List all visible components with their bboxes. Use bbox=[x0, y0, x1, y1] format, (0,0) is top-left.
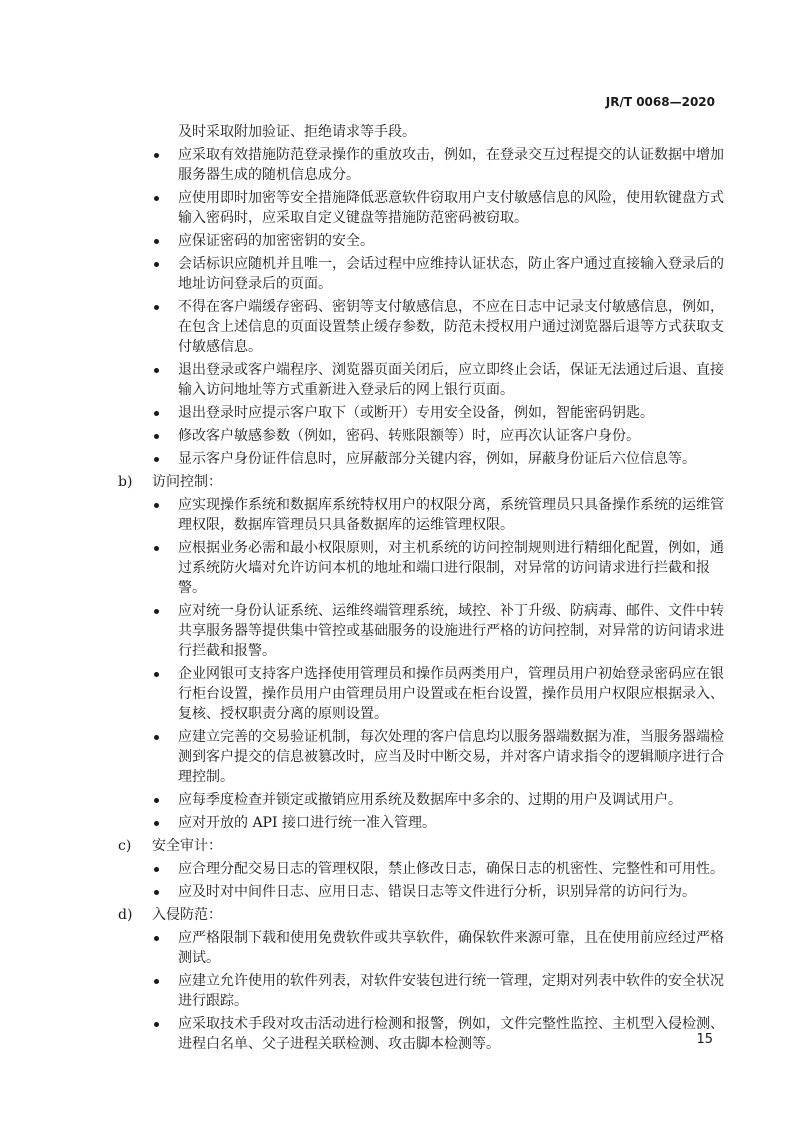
text-line: 应实现操作系统和数据库系统特权用户的权限分离，系统管理员只具备操作系统的运维管 bbox=[178, 497, 724, 513]
list-item bbox=[0, 426, 793, 446]
bullet-icon bbox=[154, 672, 159, 677]
list-item-text bbox=[0, 664, 793, 724]
text-line: 应根据业务必需和最小权限原则，对主机系统的访问控制规则进行精细化配置，例如，通 bbox=[178, 540, 724, 556]
list-item-text bbox=[0, 360, 793, 400]
section-heading bbox=[0, 905, 793, 925]
bullet-icon bbox=[154, 239, 159, 244]
bullet-icon bbox=[154, 867, 159, 872]
text-line: 复核、授权职责分离的原则设置。 bbox=[178, 706, 388, 722]
list-item bbox=[0, 971, 793, 1011]
text-line: 会话标识应随机并且唯一，会话过程中应维持认证状态，防止客户通过直接输入登录后的 bbox=[178, 256, 724, 272]
list-item-text bbox=[0, 859, 793, 879]
list-item bbox=[0, 297, 793, 357]
list-item-text bbox=[0, 882, 793, 902]
list-item-text bbox=[0, 254, 793, 294]
document-body bbox=[0, 122, 793, 1054]
list-item-text bbox=[0, 928, 793, 968]
text-line: 企业网银可支持客户选择使用管理员和操作员两类用户，管理员用户初始登录密码应在银 bbox=[178, 666, 724, 682]
text-line: 进行跟踪。 bbox=[178, 993, 248, 1009]
list-item bbox=[0, 813, 793, 833]
page-number: 15 bbox=[696, 1032, 713, 1047]
text-line: 理权限，数据库管理员只具备数据库的运维管理权限。 bbox=[178, 517, 514, 533]
bullet-icon bbox=[154, 821, 159, 826]
text-line: 过系统防火墙对允许访问本机的地址和端口进行限制，对异常的访问请求进行拦截和报 bbox=[178, 560, 710, 576]
bullet-icon bbox=[154, 979, 159, 984]
bullet-icon bbox=[154, 434, 159, 439]
text-line: 进程白名单、父子进程关联检测、攻击脚本检测等。 bbox=[178, 1036, 500, 1052]
bullet-icon bbox=[154, 936, 159, 941]
text-line: 在包含上述信息的页面设置禁止缓存参数，防范未授权用户通过浏览器后退等方式获取支 bbox=[178, 319, 724, 335]
list-item bbox=[0, 403, 793, 423]
bullet-icon bbox=[154, 196, 159, 201]
section-marker: b) bbox=[118, 474, 133, 490]
text-line: 应合理分配交易日志的管理权限，禁止修改日志，确保日志的机密性、完整性和可用性。 bbox=[178, 861, 724, 877]
text-line: 显示客户身份证件信息时，应屏蔽部分关键内容，例如，屏蔽身份证后六位信息等。 bbox=[178, 451, 696, 467]
text-line: 退出登录时应提示客户取下（或断开）专用安全设备，例如，智能密码钥匙。 bbox=[178, 405, 654, 421]
bullet-icon bbox=[154, 262, 159, 267]
text-line: 应严格限制下载和使用免费软件或共享软件，确保软件来源可靠，且在使用前应经过严格 bbox=[178, 930, 724, 946]
list-item-text bbox=[0, 813, 793, 833]
list-item bbox=[0, 231, 793, 251]
bullet-icon bbox=[154, 503, 159, 508]
list-item bbox=[0, 664, 793, 724]
bullet-icon bbox=[154, 735, 159, 740]
text-line: 共享服务器等提供集中管控或基础服务的设施进行严格的访问控制，对异常的访问请求进 bbox=[178, 623, 724, 639]
text-line: 测到客户提交的信息被篡改时，应当及时中断交易，并对客户请求指令的逻辑顺序进行合 bbox=[178, 749, 724, 765]
section-heading bbox=[0, 836, 793, 856]
text-line: 退出登录或客户端程序、浏览器页面关闭后，应立即终止会话，保证无法通过后退、直接 bbox=[178, 362, 724, 378]
text-line: 行柜台设置，操作员用户由管理员用户设置或在柜台设置，操作员用户权限应根据录入、 bbox=[178, 686, 724, 702]
list-item bbox=[0, 538, 793, 598]
text-line: 应建立允许使用的软件列表，对软件安装包进行统一管理，定期对列表中软件的安全状况 bbox=[178, 973, 724, 989]
text-line: 输入访问地址等方式重新进入登录后的网上银行页面。 bbox=[178, 382, 514, 398]
list-item bbox=[0, 449, 793, 469]
list-item bbox=[0, 882, 793, 902]
section-title: 访问控制： bbox=[152, 474, 222, 490]
list-item-text bbox=[0, 790, 793, 810]
text-line: 应采取有效措施防范登录操作的重放攻击，例如，在登录交互过程提交的认证数据中增加 bbox=[178, 147, 724, 163]
text-line: 付敏感信息。 bbox=[178, 339, 262, 355]
bullet-icon bbox=[154, 798, 159, 803]
list-item-text bbox=[0, 601, 793, 661]
list-item-text bbox=[0, 297, 793, 357]
bullet-icon bbox=[154, 457, 159, 462]
bullet-icon bbox=[154, 546, 159, 551]
text-line: 应每季度检查并锁定或撤销应用系统及数据库中多余的、过期的用户及调试用户。 bbox=[178, 792, 682, 808]
list-item bbox=[0, 188, 793, 228]
section-heading bbox=[0, 472, 793, 492]
section-marker: c) bbox=[118, 838, 132, 854]
text-line: 应使用即时加密等安全措施降低恶意软件窃取用户支付敏感信息的风险，使用软键盘方式 bbox=[178, 190, 724, 206]
bullet-icon bbox=[154, 411, 159, 416]
list-item-text bbox=[0, 403, 793, 423]
list-item-text bbox=[0, 145, 793, 185]
section-title: 入侵防范： bbox=[152, 907, 222, 923]
text-line: 应采取技术手段对攻击活动进行检测和报警，例如，文件完整性监控、主机型入侵检测、 bbox=[178, 1016, 724, 1032]
list-item-text bbox=[0, 188, 793, 228]
list-item-text bbox=[0, 449, 793, 469]
list-item-text bbox=[0, 231, 793, 251]
text-line: 应保证密码的加密密钥的安全。 bbox=[178, 233, 374, 249]
bullet-icon bbox=[154, 890, 159, 895]
bullet-icon bbox=[154, 368, 159, 373]
text-line: 应建立完善的交易验证机制，每次处理的客户信息均以服务器端数据为准，当服务器端检 bbox=[178, 729, 724, 745]
list-item bbox=[0, 790, 793, 810]
list-item-text bbox=[0, 1014, 793, 1054]
text-line: 应对统一身份认证系统、运维终端管理系统，域控、补丁升级、防病毒、邮件、文件中转 bbox=[178, 603, 724, 619]
bullet-icon bbox=[154, 153, 159, 158]
bullet-icon bbox=[154, 305, 159, 310]
list-item bbox=[0, 1014, 793, 1054]
text-line: 服务器生成的随机信息成分。 bbox=[178, 167, 360, 183]
list-item bbox=[0, 601, 793, 661]
text-line: 不得在客户端缓存密码、密钥等支付敏感信息，不应在日志中记录支付敏感信息，例如， bbox=[178, 299, 724, 315]
list-item-text bbox=[0, 426, 793, 446]
text-line: 修改客户敏感参数（例如，密码、转账限额等）时，应再次认证客户身份。 bbox=[178, 428, 640, 444]
bullet-icon bbox=[154, 609, 159, 614]
list-item-text bbox=[0, 971, 793, 1011]
text-line: 输入密码时，应采取自定义键盘等措施防范密码被窃取。 bbox=[178, 210, 528, 226]
text-line: 应对开放的 API 接口进行统一准入管理。 bbox=[178, 815, 436, 831]
text-line: 应及时对中间件日志、应用日志、错误日志等文件进行分析，识别异常的访问行为。 bbox=[178, 884, 696, 900]
list-item-text bbox=[0, 727, 793, 787]
text-line: 地址访问登录后的页面。 bbox=[178, 276, 332, 292]
list-item bbox=[0, 727, 793, 787]
section-title: 安全审计： bbox=[152, 838, 222, 854]
bullet-icon bbox=[154, 1022, 159, 1027]
section-marker: d) bbox=[118, 907, 133, 923]
list-item bbox=[0, 145, 793, 185]
text-line: 行拦截和报警。 bbox=[178, 643, 276, 659]
list-item bbox=[0, 495, 793, 535]
text-line: 警。 bbox=[178, 580, 206, 596]
text-line: 测试。 bbox=[178, 950, 220, 966]
text-line: 及时采取附加验证、拒绝请求等手段。 bbox=[178, 124, 416, 140]
list-item-text bbox=[0, 495, 793, 535]
list-item bbox=[0, 360, 793, 400]
list-item bbox=[0, 254, 793, 294]
text-line: 理控制。 bbox=[178, 769, 234, 785]
list-item bbox=[0, 859, 793, 879]
list-item bbox=[0, 928, 793, 968]
list-item-text bbox=[0, 538, 793, 598]
document-code: JR/T 0068—2020 bbox=[605, 95, 715, 109]
